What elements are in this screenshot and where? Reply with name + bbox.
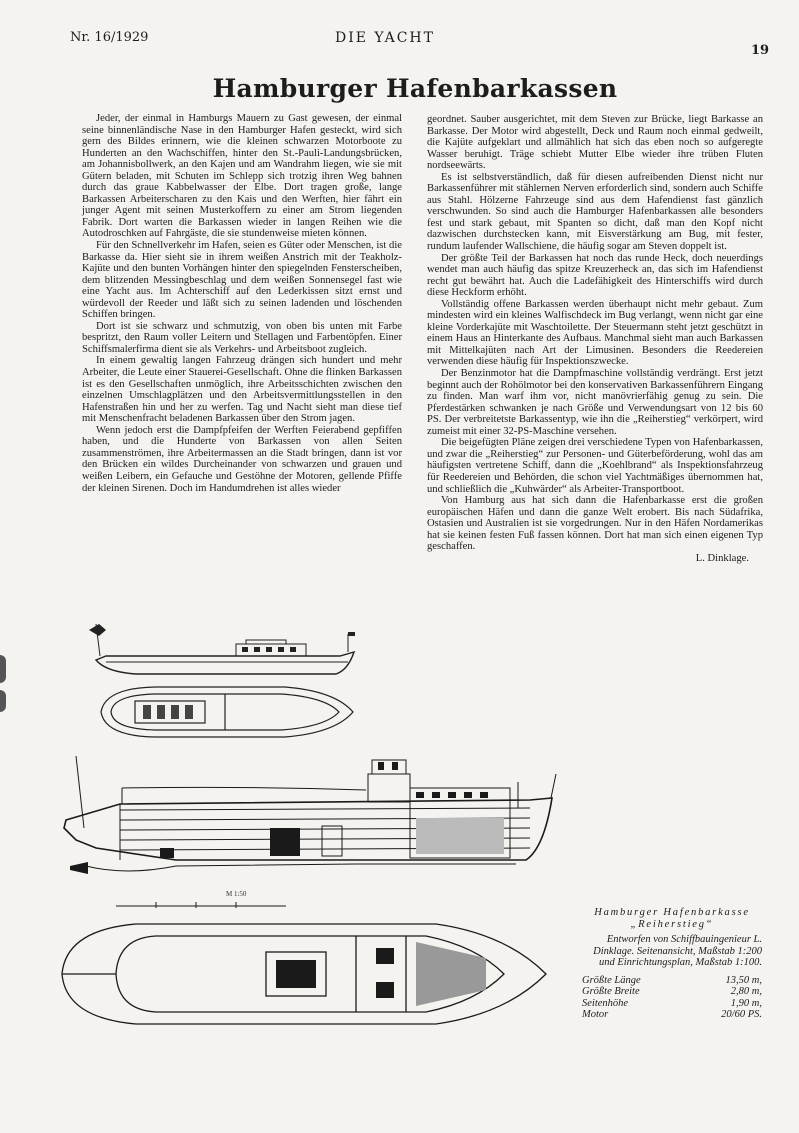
paragraph: Der Benzinmotor hat die Dampfmaschine vollständig verdrängt. Erst jetzt beginnt auch der Rohölmotor bei den konservativen Barkassenführern Eingang zu finden. Man warf ihm vor, nicht manövrierfähig genug zu sein. Die Pferdestärken schwanken je nach Größe und Verwendungsart von 12 bis 60 PS. Der verbreitetste Barkassentyp, wie ihn die „Reiherstieg“ verkörpert, wird zumeist mit einer 32-PS-Maschine versehen. — [427, 368, 763, 437]
spec-label: Größte Breite — [582, 986, 640, 997]
caption-subtitle: Entworfen von Schiffbauingenieur L. Dinklage. Seitenansicht, Maßstab 1:200 und Einrichtungsplan, Maßstab 1:100. — [593, 934, 762, 968]
spec-row — [582, 998, 762, 1010]
spec-value: 20/60 PS. — [721, 1009, 762, 1020]
paragraph: Vollständig offene Barkassen werden überhaupt nicht mehr gebaut. Zum mindesten wird ein kleines Walfischdeck im Bug verlangt, wenn nicht gar eine kleine Vorderkajüte mit Waschtoilette. Der Steuermann steht jetzt geschützt in einem Haus an Hinterkante des Aufbaus. Manchmal sieht man auch Barkassen mit Mittelkajüten nach Art der Limusinen. Besonders die Reedereien verwenden diese häufig für Inspektionszwecke. — [427, 298, 763, 368]
caption-title: Hamburger Hafenbarkasse „Reiherstieg“ — [594, 907, 750, 930]
spec-label: Motor — [582, 1009, 609, 1020]
article-title: Hamburger Hafenbarkassen — [212, 74, 618, 103]
left-column — [82, 113, 402, 494]
paragraph: Dort ist sie schwarz und schmutzig, von oben bis unten mit Farbe bespritzt, den Raum voller Leitern und Stellagen und Farbentöpfen. Einer Schiffsmalerfirma dient sie als Verkehrs- und Arbeitsboot zugleich. — [82, 320, 402, 355]
magazine-name: DIE YACHT — [335, 30, 435, 46]
paragraph: Für den Schnellverkehr im Hafen, seien es Güter oder Menschen, ist die Barkasse da. Hier sieht sie in ihrem weißen Anstrich mit der Teakholz-Kajüte und den bunten Vorhängen hinter den spiegelnden Fensterscheiben, dem blitzenden Messingbeschlag und dem weißen Sonnensegel fast wie eine Yacht aus. Im Achterschiff auf den Lederkissen sitzt ernst und würdevoll der Reeder und läßt sich zu seinen ladenden und löschenden Schiffen bringen. — [82, 240, 402, 321]
spec-value: 13,50 m, — [725, 974, 762, 986]
paragraph: Jeder, der einmal in Hamburgs Mauern zu Gast gewesen, der einmal seine binnenländische Nase in den Hamburger Hafen gesteckt, wird sich gern des Bildes erinnern, wie die kleinen schwarzen Motorboote zu Hunderten an den Wachschiffen, hinter den St.-Pauli-Landungsbrücken, am Johannisbollwerk, an den Kajen und am Wandrahm liegen, wie sie mit Gütern beladen, mit Schuten im Schlepp sich trotzig ihren Weg bahnen durch das graue Kabbelwasser der Elbe. Dort tragen große, lange Barkassen Arbeiterscharen zu den Kais und den Werften, hier fährt ein junger Agent mit seinen Musterkoffern zu einer am Strom liegenden Fabrik. Dort warten die Barkassen wieder in langen Reihen wie die Autodroschken auf Fahrgäste, die sie stundenweise mieten können. — [82, 113, 402, 240]
paragraph: Von Hamburg aus hat sich dann die Hafenbarkasse erst die großen europäischen Häfen und dann die ganze Welt erobert. Bis nach Südafrika, Ostasien und Australien ist sie vorgedrungen. Nur in den Häfen Nordamerikas hat sie keinen festen Fuß fassen können. Dort hat man sich einen eigenen Typ geschaffen. — [427, 495, 763, 553]
spec-row — [582, 986, 762, 998]
small-barkasse-plan-drawing — [95, 683, 360, 741]
spec-value: 1,90 m, — [730, 997, 762, 1009]
paragraph: Es ist selbstverständlich, daß für diesen aufreibenden Dienst nicht nur Barkassenführer mit stählernen Nerven erforderlich sind, sondern auch Schiffe aus Stahl. Hölzerne Fahrzeuge sind aus dem Hafendienst fast gänzlich verschwunden. So sind auch die Hamburger Hafenbarkassen alle besonders fest und stark gebaut, mit Spanten so dicht, daß man den Kopf nicht dazwischen durchstecken kann, mit Eisverstärkung am Bug, mit fester, rundum laufender Wallschiene, die häufig sogar am Steven doppelt ist. — [427, 171, 763, 253]
spec-table — [582, 975, 762, 1021]
spec-row — [582, 975, 762, 987]
scale-note: M 1:50 — [226, 890, 247, 898]
issue-number: Nr. 16/1929 — [70, 30, 149, 45]
spec-label: Seitenhöhe — [582, 997, 629, 1009]
paragraph: Der größte Teil der Barkassen hat noch das runde Heck, doch neuerdings wendet man auch häufig das spitze Kreuzerheck an, das sich im Hafendienst recht gut bewährt hat. Auch die Ladefähigkeit des Hinterschiffs wird durch diese Heckform erhöht. — [427, 252, 763, 299]
spec-value: 2,80 m, — [730, 986, 762, 997]
small-barkasse-profile-drawing — [86, 622, 366, 680]
paragraph: Wenn jedoch erst die Dampfpfeifen der Werften Feierabend gepfiffen haben, und die Hunderte von Barkassen von allen Seiten zusammenströmen, ihre Arbeitermassen an die Stadt bringen, dann ist vor den Brücken ein wildes Durcheinander von schwarzen und grauen und weißen Leibern, ein Gefauche und Gestöhne der Motoren, gellende Pfiffe der kleinen Sirenen. Doch im Handumdrehen ist alles wieder — [82, 424, 402, 494]
right-column — [427, 114, 763, 564]
paragraph: In einem gewaltig langen Fahrzeug drängen sich hundert und mehr Arbeiter, die Leute einer Stauerei-Gesellschaft. Ohne die flinken Barkassen ist es den Gesellschaften unmöglich, ihre Arbeitsschichten zwischen den einzelnen Umschlagplätzen und den Arbeitsvermittlungsstellen in den Hafenstraßen hin und her zu werfen. Tag und Nacht sieht man diese tief mit Menschenfracht beladenen Barkassen über den Strom jagen. — [82, 355, 402, 425]
reiherstieg-deck-plan-drawing — [56, 918, 552, 1030]
spec-label: Größte Länge — [582, 974, 641, 986]
figure-caption — [582, 907, 762, 1021]
binding-hole-mark — [0, 690, 6, 712]
paragraph: geordnet. Sauber ausgerichtet, mit dem Steven zur Brücke, liegt Barkasse an Barkasse. Der Motor wird abgestellt, Deck und Raum noch einmal gedweilt, die Kajüte aufgeklart und allmählich hat sich das eben noch so aufgeregte Wasser beruhigt. Träge schiebt Mutter Elbe wieder ihre trüben Fluten nordseewärts. — [427, 114, 763, 172]
binding-hole-mark — [0, 655, 6, 683]
spec-row — [582, 1009, 762, 1021]
reiherstieg-side-elevation-drawing — [56, 748, 564, 908]
author-signature: L. Dinklage. — [695, 552, 749, 564]
page-number: 19 — [751, 43, 770, 58]
paragraph: Die beigefügten Pläne zeigen drei verschiedene Typen von Hafenbarkassen, und zwar die „Reiherstieg“ zur Personen- und Güterbeförderung, wohl das am häufigsten vertretene Schiff, dann die „Koehlbrand“ als Inspektionsfahrzeug für Reedereien und Behörden, die schon viel Yachtmäßiges übernommen hat, und schließlich die „Kuhwärder“ als Arbeiter-Transportboot. — [427, 437, 763, 495]
